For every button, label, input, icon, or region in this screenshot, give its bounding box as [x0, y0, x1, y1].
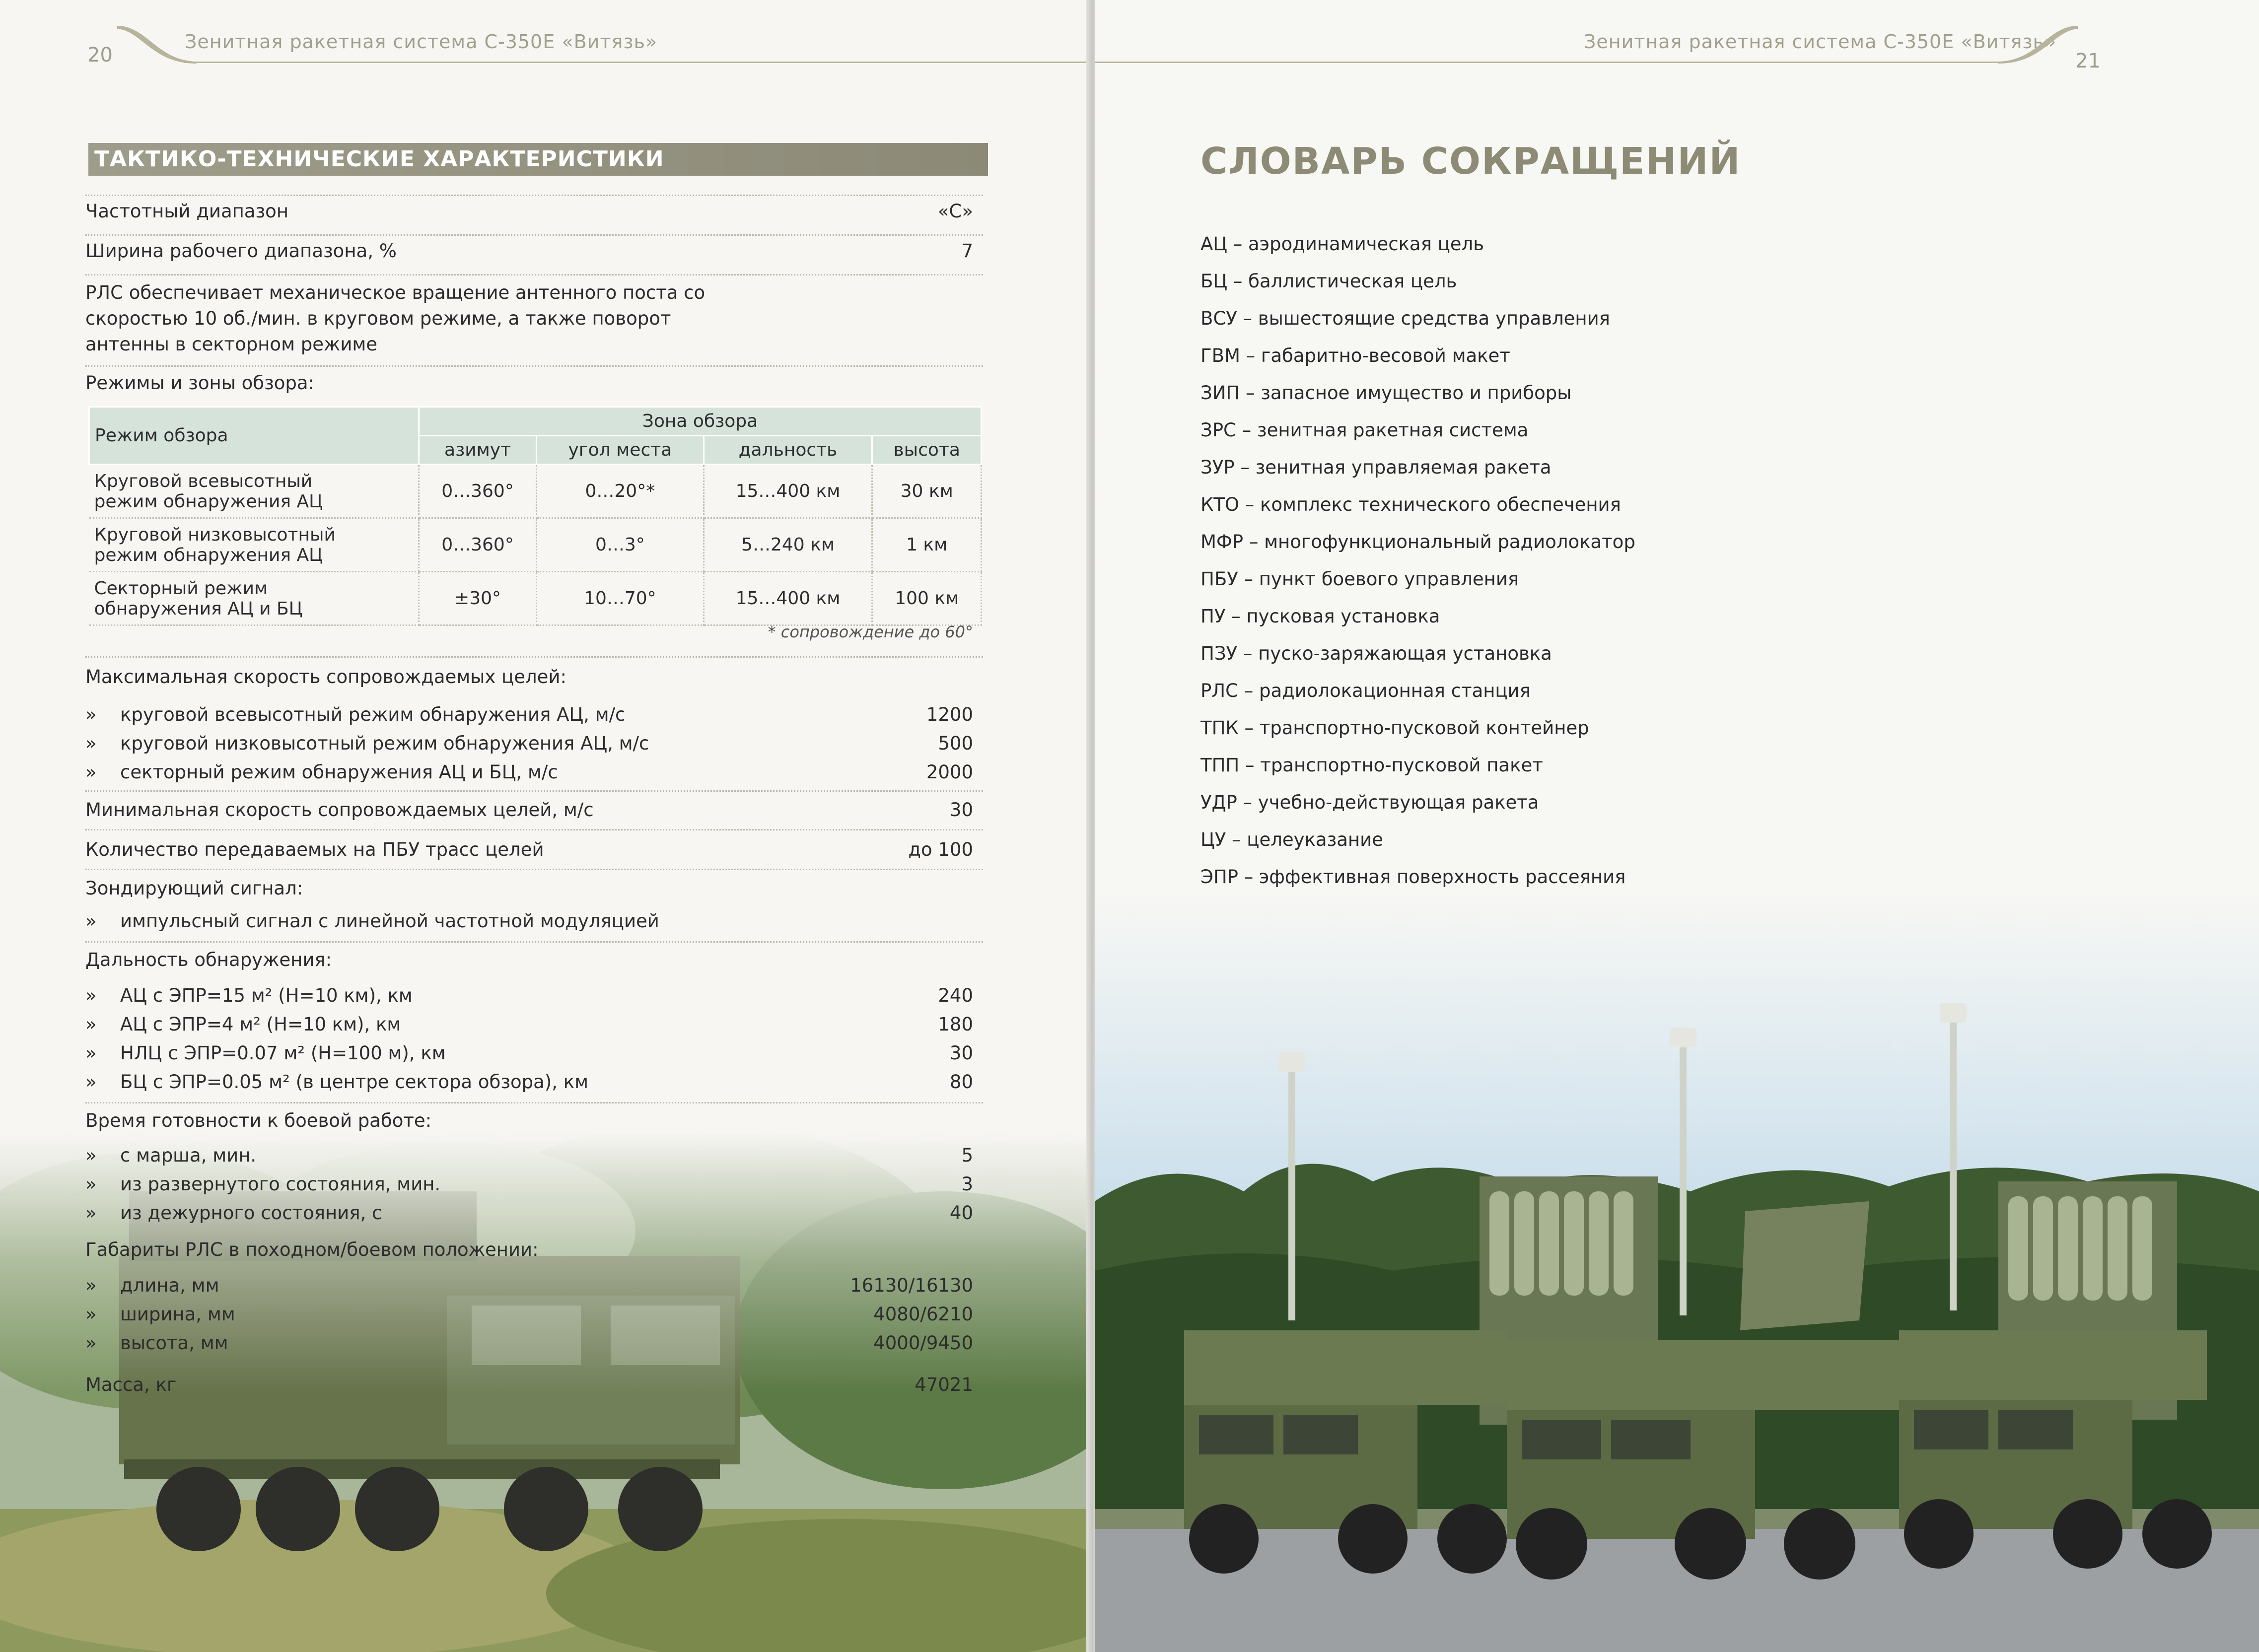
divider	[85, 234, 983, 236]
glossary-title: СЛОВАРЬ СОКРАЩЕНИЙ	[1200, 140, 1741, 183]
mode-cell	[89, 518, 419, 572]
spec-value: 1200	[926, 704, 973, 725]
table-cell: 15…400 км	[704, 465, 872, 518]
glossary-item: ПУ – пусковая установка	[1200, 606, 1440, 627]
spec-value: 16130/16130	[850, 1275, 973, 1296]
glossary-item: РЛС – радиолокационная станция	[1200, 680, 1531, 701]
header-swoosh-right	[1998, 26, 2078, 66]
table-row	[89, 465, 982, 518]
sub-header-elevation: угол места	[537, 436, 704, 465]
spec-label: Минимальная скорость сопровождаемых целей, м/с	[85, 799, 594, 821]
bullet-glyph: »	[85, 1145, 97, 1166]
spec-label: круговой низковысотный режим обнаружения АЦ, м/с	[120, 733, 649, 754]
divider	[85, 790, 983, 792]
section-title: ТАКТИКО-ТЕХНИЧЕСКИЕ ХАРАКТЕРИСТИКИ	[88, 143, 988, 176]
spec-label: с марша, мин.	[120, 1145, 257, 1166]
glossary-item: ТПК – транспортно-пусковой контейнер	[1200, 717, 1589, 739]
mode-cell	[89, 465, 419, 518]
col-header-zone: Зона обзора	[419, 407, 982, 436]
bullet-glyph: »	[85, 1275, 97, 1296]
table-row	[89, 572, 982, 625]
rotation-line: скоростью 10 об./мин. в круговом режиме, а также поворот	[85, 308, 671, 329]
table-cell: 5…240 км	[704, 518, 872, 572]
divider	[85, 195, 983, 196]
glossary-item: МФР – многофункциональный радиолокатор	[1200, 531, 1635, 552]
bullet-glyph: »	[85, 1332, 97, 1354]
bullet-glyph: »	[85, 910, 97, 932]
table-cell: 0…3°	[537, 518, 704, 572]
table-cell: 15…400 км	[704, 572, 872, 625]
spec-value: до 100	[908, 839, 973, 860]
bullet-glyph: »	[85, 1071, 97, 1093]
spec-label: ширина, мм	[120, 1304, 235, 1325]
running-head-left: Зенитная ракетная система С-350Е «Витязь»	[185, 31, 658, 53]
detection-heading: Дальность обнаружения:	[85, 949, 332, 970]
spec-value: 5	[961, 1145, 973, 1166]
spec-label: из развернутого состояния, мин.	[120, 1173, 441, 1195]
table-row	[89, 518, 982, 572]
probe-signal-heading: Зондирующий сигнал:	[85, 878, 303, 899]
glossary-item: ТПП – транспортно-пусковой пакет	[1200, 755, 1543, 776]
spec-label: из дежурного состояния, с	[120, 1202, 382, 1224]
glossary-item: ЦУ – целеуказание	[1200, 829, 1383, 850]
divider	[85, 869, 983, 870]
mode-line: режим обнаружения АЦ	[94, 545, 323, 565]
spec-label: АЦ с ЭПР=15 м² (Н=10 км), км	[120, 985, 413, 1006]
glossary-item: ВСУ – вышестоящие средства управления	[1200, 308, 1610, 329]
spec-label: секторный режим обнаружения АЦ и БЦ, м/с	[120, 761, 558, 783]
header-swoosh-left	[117, 26, 197, 66]
spec-label: Масса, кг	[85, 1374, 177, 1395]
table-cell: 30 км	[872, 465, 982, 518]
spec-label: НЛЦ с ЭПР=0.07 м² (Н=100 м), км	[120, 1042, 446, 1064]
spec-value: 7	[961, 240, 973, 262]
col-header-mode: Режим обзора	[89, 407, 419, 465]
spec-label: БЦ с ЭПР=0.05 м² (в центре сектора обзора), км	[120, 1071, 589, 1093]
bullet-glyph: »	[85, 1014, 97, 1035]
mode-line: режим обнаружения АЦ	[94, 491, 323, 512]
table-cell: 10…70°	[537, 572, 704, 625]
glossary-item: ГВМ – габаритно-весовой макет	[1200, 345, 1510, 366]
glossary-item: ЭПР – эффективная поверхность рассеяния	[1200, 866, 1626, 888]
divider	[85, 656, 983, 658]
spec-value: 80	[949, 1071, 973, 1093]
mode-cell	[89, 572, 419, 625]
dimensions-heading: Габариты РЛС в походном/боевом положении:	[85, 1239, 539, 1260]
spec-value: 30	[949, 799, 973, 821]
spec-value: 180	[938, 1014, 973, 1035]
right-page	[1095, 0, 2259, 1652]
mode-line: Секторный режим	[94, 578, 268, 599]
spec-value: 3	[961, 1173, 973, 1195]
spec-label: Ширина рабочего диапазона, %	[85, 240, 397, 262]
divider	[85, 365, 983, 367]
glossary-item: КТО – комплекс технического обеспечения	[1200, 494, 1621, 515]
mode-line: Круговой всевысотный	[94, 471, 313, 491]
glossary-item: БЦ – баллистическая цель	[1200, 271, 1457, 292]
spec-label: длина, мм	[120, 1275, 219, 1296]
spec-value: 2000	[926, 761, 973, 783]
page-number-left: 20	[87, 44, 113, 67]
glossary-item: ЗИП – запасное имущество и приборы	[1200, 382, 1572, 404]
table-footnote: * сопровождение до 60°	[768, 622, 973, 641]
bullet-glyph: »	[85, 1173, 97, 1195]
glossary-item: АЦ – аэродинамическая цель	[1200, 233, 1484, 255]
header-rule-left	[184, 62, 1090, 63]
mode-line: обнаружения АЦ и БЦ	[94, 598, 303, 619]
page-number-right: 21	[2075, 50, 2101, 72]
bullet-glyph: »	[85, 1304, 97, 1325]
spec-label: Количество передаваемых на ПБУ трасс целей	[85, 839, 544, 860]
divider	[85, 829, 983, 830]
spec-label: Частотный диапазон	[85, 201, 289, 222]
header-rule-right	[1095, 62, 2001, 63]
sub-header-altitude: высота	[872, 436, 982, 465]
spec-label: импульсный сигнал с линейной частотной модуляцией	[120, 910, 659, 932]
readiness-heading: Время готовности к боевой работе:	[85, 1110, 432, 1131]
right-page-photo	[1095, 894, 2259, 1652]
table-cell: ±30°	[419, 572, 537, 625]
bullet-glyph: »	[85, 1042, 97, 1064]
modes-table	[88, 406, 982, 626]
table-cell: 1 км	[872, 518, 982, 572]
spec-value: 40	[949, 1202, 973, 1224]
max-speed-heading: Максимальная скорость сопровождаемых целей:	[85, 666, 566, 688]
table-cell: 0…360°	[419, 465, 537, 518]
table-cell: 100 км	[872, 572, 982, 625]
sub-header-azimuth: азимут	[419, 436, 537, 465]
sub-header-range: дальность	[704, 436, 872, 465]
running-head-right: Зенитная ракетная система С-350Е «Витязь»	[1584, 31, 2057, 53]
bullet-glyph: »	[85, 985, 97, 1006]
spec-value: 4080/6210	[873, 1304, 973, 1325]
spec-label: высота, мм	[120, 1332, 228, 1354]
spec-label: круговой всевысотный режим обнаружения АЦ, м/с	[120, 704, 626, 725]
table-cell: 0…20°*	[537, 465, 704, 518]
spec-value: 500	[938, 733, 973, 754]
glossary-item: ПЗУ – пуско-заряжающая установка	[1200, 643, 1552, 664]
table-cell: 0…360°	[419, 518, 537, 572]
divider	[85, 274, 983, 275]
rotation-line: РЛС обеспечивает механическое вращение антенного поста со	[85, 282, 706, 303]
spec-label: АЦ с ЭПР=4 м² (Н=10 км), км	[120, 1014, 401, 1035]
divider	[85, 1102, 983, 1103]
modes-heading: Режимы и зоны обзора:	[85, 372, 315, 394]
left-page	[0, 0, 1090, 1652]
spec-value: 240	[938, 985, 973, 1006]
bullet-glyph: »	[85, 1202, 97, 1224]
rotation-line: антенны в секторном режиме	[85, 334, 378, 355]
divider	[85, 941, 983, 943]
spec-value: 4000/9450	[873, 1332, 973, 1354]
mode-line: Круговой низковысотный	[94, 524, 336, 545]
spec-value: «С»	[937, 201, 973, 222]
bullet-glyph: »	[85, 704, 97, 725]
spec-value: 30	[949, 1042, 973, 1064]
bullet-glyph: »	[85, 733, 97, 754]
bullet-glyph: »	[85, 761, 97, 783]
glossary-item: ЗРС – зенитная ракетная система	[1200, 419, 1529, 441]
glossary-item: УДР – учебно-действующая ракета	[1200, 792, 1539, 813]
glossary-item: ЗУР – зенитная управляемая ракета	[1200, 457, 1552, 478]
glossary-item: ПБУ – пункт боевого управления	[1200, 568, 1519, 590]
spec-value: 47021	[915, 1374, 973, 1395]
